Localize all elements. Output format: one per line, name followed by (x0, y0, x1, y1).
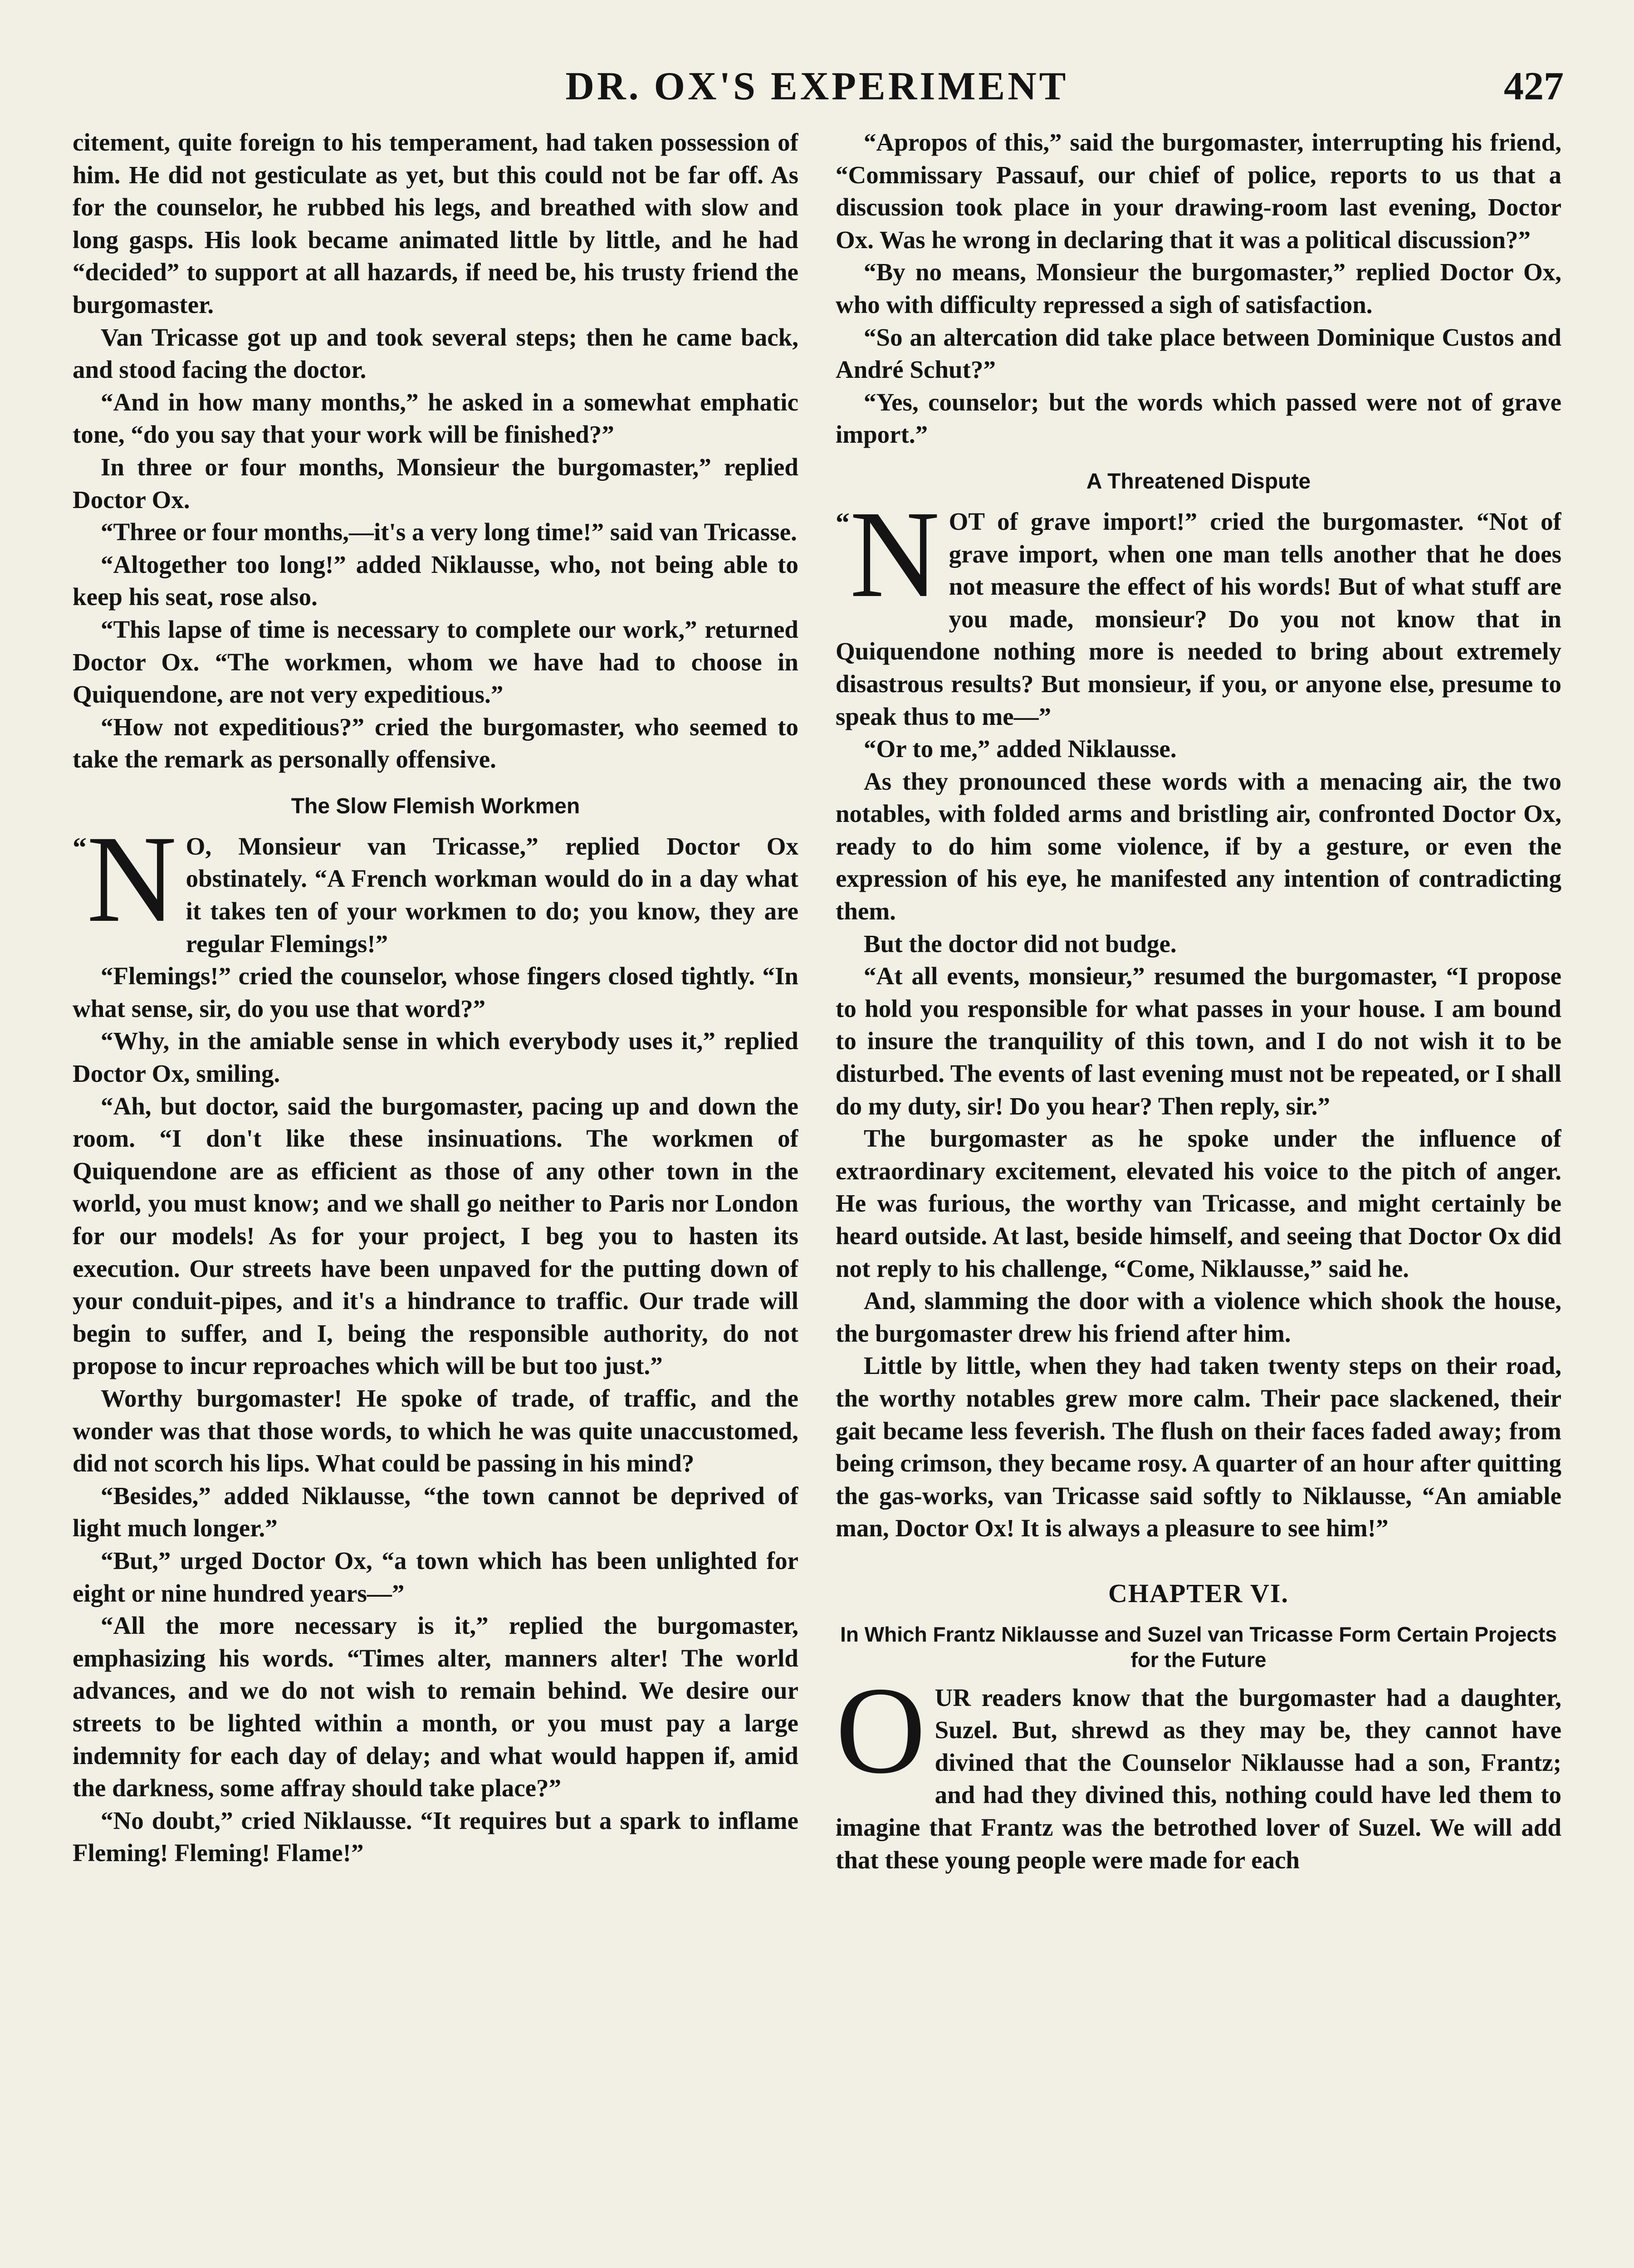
paragraph: “No doubt,” cried Niklausse. “It requires but a spark to inflame Fleming! Fleming! Flame!” (73, 1806, 798, 1867)
paragraph: “And in how many months,” he asked in a somewhat emphatic tone, “do you say that your work will be finished?” (73, 388, 798, 449)
page-header (0, 64, 1634, 113)
paragraph: “By no means, Monsieur the burgomaster,” replied Doctor Ox, who with difficulty repressed a sigh of satisfaction. (836, 258, 1561, 318)
chapter-heading: CHAPTER VI. (1108, 1578, 1289, 1608)
running-title: DR. OX'S EXPERIMENT (565, 64, 1069, 108)
paragraph: “This lapse of time is necessary to complete our work,” returned Doctor Ox. “The workmen, whom we have had to choose in Quiquendone, are not very expeditious.” (73, 615, 798, 709)
paragraph: The burgomaster as he spoke under the influence of extraordinary excitement, elevated his voice to the pitch of anger. He was furious, the worthy van Tricasse, and might certainly be heard outside. At last, beside himself, and seeing that Doctor Ox did not reply to his challenge, “Come, Niklausse,” said he. (836, 1124, 1561, 1282)
paragraph: citement, quite foreign to his temperament, had taken possession of him. He did not gesticulate as yet, but this could not be far off. As for the counselor, he rubbed his legs, and breathed with slow and long gasps. His look became animated little by little, and he had “decided” to support at all hazards, if need be, his trusty friend the burgomaster. (73, 128, 798, 318)
paragraph: As they pronounced these words with a menacing air, the two notables, with folded arms and bristling air, confronted Doctor Ox, ready to do him some violence, if by a gesture, or even the expression of his eye, he manifested any intention of contradicting them. (836, 767, 1561, 925)
paragraph: “But,” urged Doctor Ox, “a town which has been unlighted for eight or nine hundred years—” (73, 1546, 798, 1607)
paragraph: Little by little, when they had taken twenty steps on their road, the worthy notables grew more calm. Their pace slackened, their gait became less feverish. The flush on their faces faded away; from being crimson, they became rosy. A quarter of an hour after quitting the gas-works, van Tricasse said softly to Niklausse, “An amiable man, Doctor Ox! It is always a pleasure to see him!” (836, 1352, 1561, 1542)
paragraph: “Three or four months,—it's a very long time!” said van Tricasse. (101, 518, 797, 546)
paragraph: “Or to me,” added Niklausse. (864, 735, 1177, 763)
paragraph: “Flemings!” cried the counselor, whose fingers closed tightly. “In what sense, sir, do you use that word?” (73, 962, 798, 1022)
drop-cap-paragraph (836, 1661, 1561, 1877)
drop-cap-paragraph (73, 810, 798, 960)
paragraph: “Why, in the amiable sense in which everybody uses it,” replied Doctor Ox, smiling. (73, 1027, 798, 1088)
paragraph: “Apropos of this,” said the burgomaster, interrupting his friend, “Commissary Passauf, our chief of police, reports to us that a discussion took place in your drawing-room last evening, Doctor Ox. Was he wrong in declaring that it was a political discussion?” (836, 128, 1561, 254)
drop-cap-letter: N (850, 485, 940, 623)
page-number: 427 (1504, 64, 1564, 108)
section-subhead: A Threatened Dispute (1086, 469, 1311, 494)
paragraph: “At all events, monsieur,” resumed the burgomaster, “I propose to hold you responsible for what passes in your house. I am bound to insure the tranquility of this town, and I do not wish it to be disturbed. The events of last evening must not be repeated, or I shall do my duty, sir! Do you hear? Then reply, sir.” (836, 962, 1561, 1120)
section-subhead: The Slow Flemish Workmen (291, 794, 580, 818)
paragraph: “How not expeditious?” cried the burgomaster, who seemed to take the remark as personally offensive. (73, 713, 798, 773)
paragraph: But the doctor did not budge. (864, 929, 1177, 958)
paragraph: “So an altercation did take place between Dominique Custos and André Schut?” (836, 323, 1561, 384)
paragraph: “Yes, counselor; but the words which passed were not of grave import.” (836, 388, 1561, 449)
left-column (73, 126, 798, 2268)
paragraph-text: UR readers know that the burgomaster had a daughter, Suzel. But, shrewd as they may be, they cannot have divined that the Counselor Niklausse had a son, Frantz; and had they divined this, nothing could have led them to imagine that Frantz was the betrothed lover of Suzel. We will add that these young people were made for each (836, 1683, 1561, 1874)
open-quote: “ (836, 507, 850, 538)
paragraph: “Ah, but doctor, said the burgomaster, pacing up and down the room. “I don't like these insinuations. The workmen of Quiquendone are as efficient as those of any other town in the world, you must know; and we shall go neither to Paris nor London for our models! As for your project, I beg you to hasten its execution. Our streets have been unpaved for the putting down of your conduit-pipes, and it's a hindrance to traffic. Our trade will begin to suffer, and I, being the responsible authority, do not propose to incur reproaches which will be but too just.” (73, 1092, 798, 1380)
paragraph: And, slamming the door with a violence which shook the house, the burgomaster drew his friend after him. (836, 1287, 1561, 1347)
paragraph: Worthy burgomaster! He spoke of trade, of traffic, and the wonder was that those words, to which he was quite unaccustomed, did not scorch his lips. What could be passing in his mind? (73, 1384, 798, 1477)
drop-cap-letter: N (87, 810, 177, 948)
open-quote: “ (73, 832, 87, 863)
paragraph-text: OT of grave import!” cried the burgomaster. “Not of grave import, when one man tells another that he does not measure the effect of his words! But of what stuff are you made, monsieur? Do you not know that in Quiquendone nothing more is needed to bring about extremely disastrous results? But monsieur, if you, or anyone else, presume to speak thus to me—” (836, 507, 1561, 730)
chapter-subtitle: In Which Frantz Niklausse and Suzel van Tricasse Form Certain Projects for the Future (840, 1622, 1557, 1672)
right-column (836, 126, 1561, 2268)
paragraph: “All the more necessary is it,” replied the burgomaster, emphasizing his words. “Times alter, manners alter! The world advances, and we do not wish to remain behind. We desire our streets to be lighted within a month, or you must pay a large indemnity for each day of delay; and what would happen if, amid the darkness, some affray should take place?” (73, 1612, 798, 1802)
drop-cap-paragraph (836, 485, 1561, 733)
paragraph: “Altogether too long!” added Niklausse, who, not being able to keep his seat, rose also. (73, 550, 798, 611)
paragraph: Van Tricasse got up and took several steps; then he came back, and stood facing the doctor. (73, 323, 798, 384)
paragraph: “Besides,” added Niklausse, “the town cannot be deprived of light much longer.” (73, 1481, 798, 1542)
paragraph-text: O, Monsieur van Tricasse,” replied Doctor Ox obstinately. “A French workman would do in a day what it takes ten of your workmen to do; you know, they are regular Flemings!” (186, 832, 798, 958)
drop-cap-letter: O (836, 1661, 926, 1799)
paragraph: In three or four months, Monsieur the burgomaster,” replied Doctor Ox. (73, 453, 798, 513)
